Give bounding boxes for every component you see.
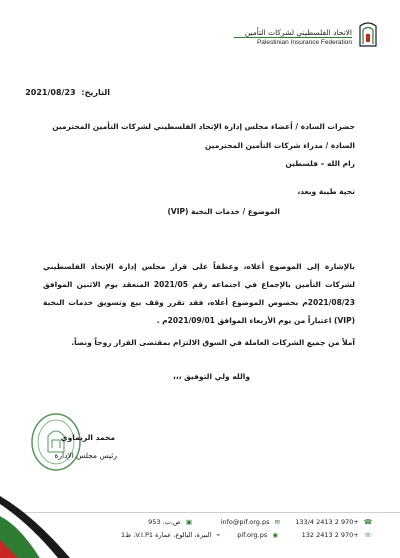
footer-phone-1 [295, 518, 372, 526]
footer-website[interactable] [237, 531, 278, 539]
footer-phone-2 [302, 531, 372, 539]
body-paragraph-2: آملاً من جميع الشركات العاملة في السوق الالتزام بمقتضى القرار روحاً ونصاً. [71, 338, 355, 347]
signatory-name: محمد الريماوي [60, 433, 115, 442]
addressee-line-3: رام الله – فلسطين [285, 159, 355, 168]
mail-icon: ✉ [274, 518, 280, 526]
greeting: تحية طيبة وبعد، [297, 187, 355, 196]
palestine-flag-decoration [0, 496, 70, 558]
addressee-line-1: حضرات السادة / أعضاء مجلس إدارة الإتحاد الفلسطيني لشركات التأمين المحترمين [52, 122, 355, 131]
phone-icon: ☎ [363, 518, 372, 526]
federation-logo-icon [356, 20, 380, 48]
po-box-text: ص.ب. 953 [148, 518, 181, 526]
org-name-english: Palestinian Insurance Federation [256, 39, 352, 46]
subject-line: الموضوع / خدمات النخبة (VIP) [167, 207, 280, 216]
fax-icon: ☏ [363, 531, 372, 539]
letterhead-logo [230, 18, 380, 60]
footer-po-box [148, 518, 192, 526]
footer-address [121, 531, 220, 540]
phone-1-text: +970 2 2413 133/4 [295, 518, 359, 526]
globe-icon: ◉ [272, 531, 278, 539]
closing-line: والله ولي التوفيق ،،، [173, 372, 250, 381]
logo-divider [234, 37, 352, 38]
email-text[interactable]: info@pif.org.ps [220, 518, 270, 526]
footer-email[interactable] [221, 518, 280, 526]
addressee-line-2: السادة / مدراء شركات التأمين المحترمين [204, 141, 355, 150]
website-text[interactable]: pif.org.ps [237, 531, 268, 539]
official-stamp-icon [30, 412, 82, 472]
signatory-title: رئيس مجلس الإدارة [54, 451, 117, 460]
date-value: 2021/08/23 [25, 88, 76, 97]
date-label: التاريخ: [81, 88, 110, 97]
letter-date [25, 88, 110, 97]
body-paragraph-1: بالإشارة إلى الموضوع أعلاه، وعطفاً على قرار مجلس إدارة الإتحاد الفلسطيني لشركات التأمين بالإجماع في اجتماعه رقم 2021/05 المنعقد يوم الاثنين الموافق 2021/08/23م بخصوص الموضوع أعلاه، فقد تقرر وقف بيع وتسويق خدمات النخبة (VIP) اعتباراً من يوم الأربعاء الموافق 2021/09/01م . [43, 262, 356, 325]
address-text: البيرة، البالوع، عمارة V.I.P1، ط1 [121, 531, 212, 539]
mailbox-icon: ▣ [185, 518, 192, 526]
phone-2-text: +970 2 2413 132 [301, 531, 359, 539]
location-pin-icon: ⌖ [216, 531, 220, 539]
org-name-arabic: الاتحاد الفلسطيني لشركات التأمين [244, 28, 352, 37]
